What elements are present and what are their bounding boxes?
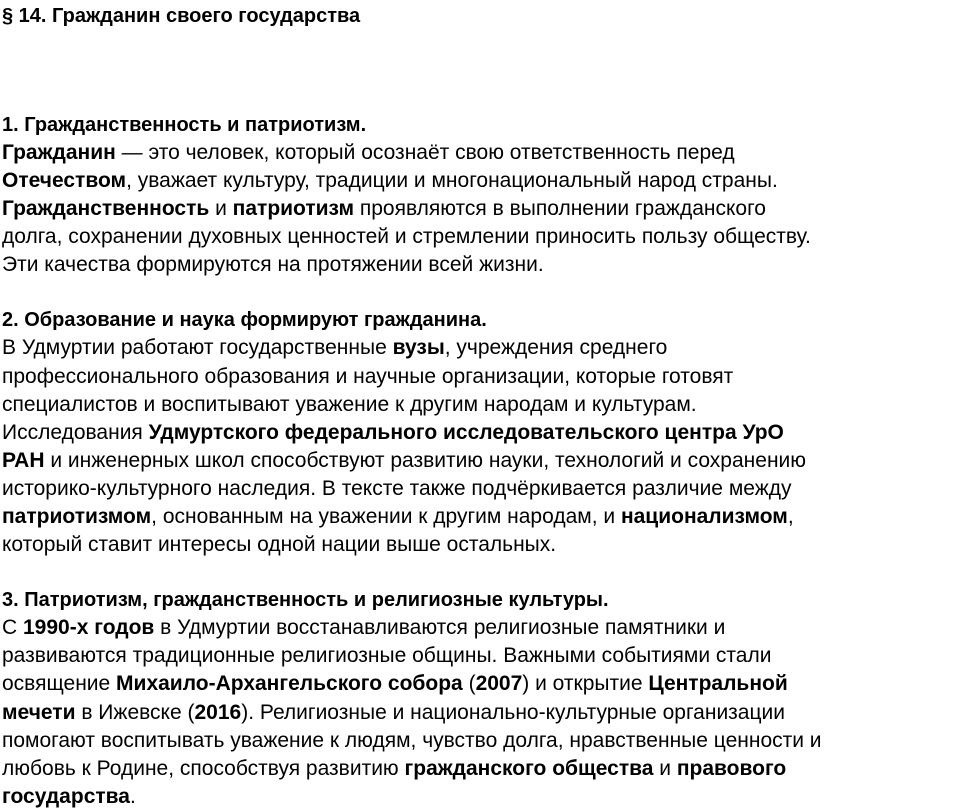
text-line [2,363,967,391]
text-run: . [129,784,136,808]
text-run: и [653,756,677,780]
text-run: Эти качества формируются на протяжении всей жизни. [2,253,544,277]
text-run: ). Религиозные и национально-культурные организации [241,700,785,724]
text-line [2,614,967,642]
bold-term: национализмом [620,505,788,529]
text-run: , [787,505,794,529]
bold-term: 2007 [475,672,523,696]
text-line [2,783,967,811]
text-line [2,447,967,475]
text-line [2,642,967,670]
text-run: ) и открытие [522,672,649,696]
bold-term: Центральной [648,672,788,696]
section-heading: 3. Патриотизм, гражданственность и религиозные культуры. [2,589,609,612]
bold-term: вузы [392,336,445,360]
text-line [2,334,967,362]
text-run: , учреждения среднего [444,336,668,360]
bold-term: мечети [2,700,76,724]
bold-term: Гражданственность [2,197,210,221]
bold-term: 1990-х годов [23,616,155,640]
text-line [2,699,967,727]
text-run: развиваются традиционные религиозные общины. Важными событиями стали [2,644,772,668]
text-run: и [209,197,233,221]
text-line [2,503,967,531]
text-run: специалистов и воспитывают уважение к другим народам и культурам. [2,392,697,416]
text-run: в Удмуртии восстанавливаются религиозные памятники и [154,616,726,640]
text-line [2,531,967,559]
text-line [2,755,967,783]
bold-term: Гражданин [2,141,116,164]
text-line [2,251,967,279]
bold-term: государства [2,784,130,808]
document-body [2,111,967,811]
text-run: долга, сохранении духовных ценностей и стремлении приносить пользу обществу. [2,225,811,249]
section-3 [2,586,967,811]
section-2 [2,306,967,559]
text-line [2,475,967,503]
text-run: ( [462,672,476,696]
text-line [2,670,967,698]
bold-term: Удмуртского федерального исследовательского центра УрО [148,420,784,444]
bold-term: Михаило-Архангельского собора [116,672,463,696]
bold-term: Отечеством [2,169,127,193]
text-run: в Ижевске ( [75,700,195,724]
bold-term: правового [676,756,787,780]
section-heading: 2. Образование и наука формируют гражданина. [2,309,487,332]
text-run: — это человек, который осознаёт свою ответственность перед [115,141,735,164]
text-run: и инженерных школ способствуют развитию науки, технологий и сохранению [44,448,807,472]
text-run: С [2,616,23,640]
text-run: проявляются в выполнении гражданского [354,197,766,221]
text-run: помогают воспитывать уважение к людям, чувство долга, нравственные ценности и [2,728,822,752]
text-line [2,727,967,755]
page-title: § 14. Гражданин своего государства [2,5,361,27]
bold-term: патриотизмом [2,505,152,529]
text-line [2,195,967,223]
text-run: освящение [2,672,117,696]
text-run: , основанным на уважении к другим народам, и [151,505,621,529]
text-run: который ставит интересы одной нации выше остальных. [2,533,557,557]
text-line [2,391,967,419]
bold-term: 2016 [194,700,242,724]
text-run: историко-культурного наследия. В тексте также подчёркивается различие между [2,476,792,500]
text-run: профессионального образования и научные организации, которые готовят [2,364,734,388]
text-run: любовь к Родине, способствуя развитию [2,756,405,780]
text-line [2,419,967,447]
section-1 [2,111,967,279]
text-line [2,167,967,195]
section-heading: 1. Гражданственность и патриотизм. [2,114,367,136]
bold-term: гражданского общества [404,756,654,780]
text-run: В Удмуртии работают государственные [2,336,393,360]
text-run: , уважает культуру, традиции и многонациональный народ страны. [126,169,778,193]
bold-term: патриотизм [232,197,355,221]
text-line [2,223,967,251]
bold-term: РАН [2,448,45,472]
text-run: Исследования [2,420,149,444]
text-line [2,139,967,167]
